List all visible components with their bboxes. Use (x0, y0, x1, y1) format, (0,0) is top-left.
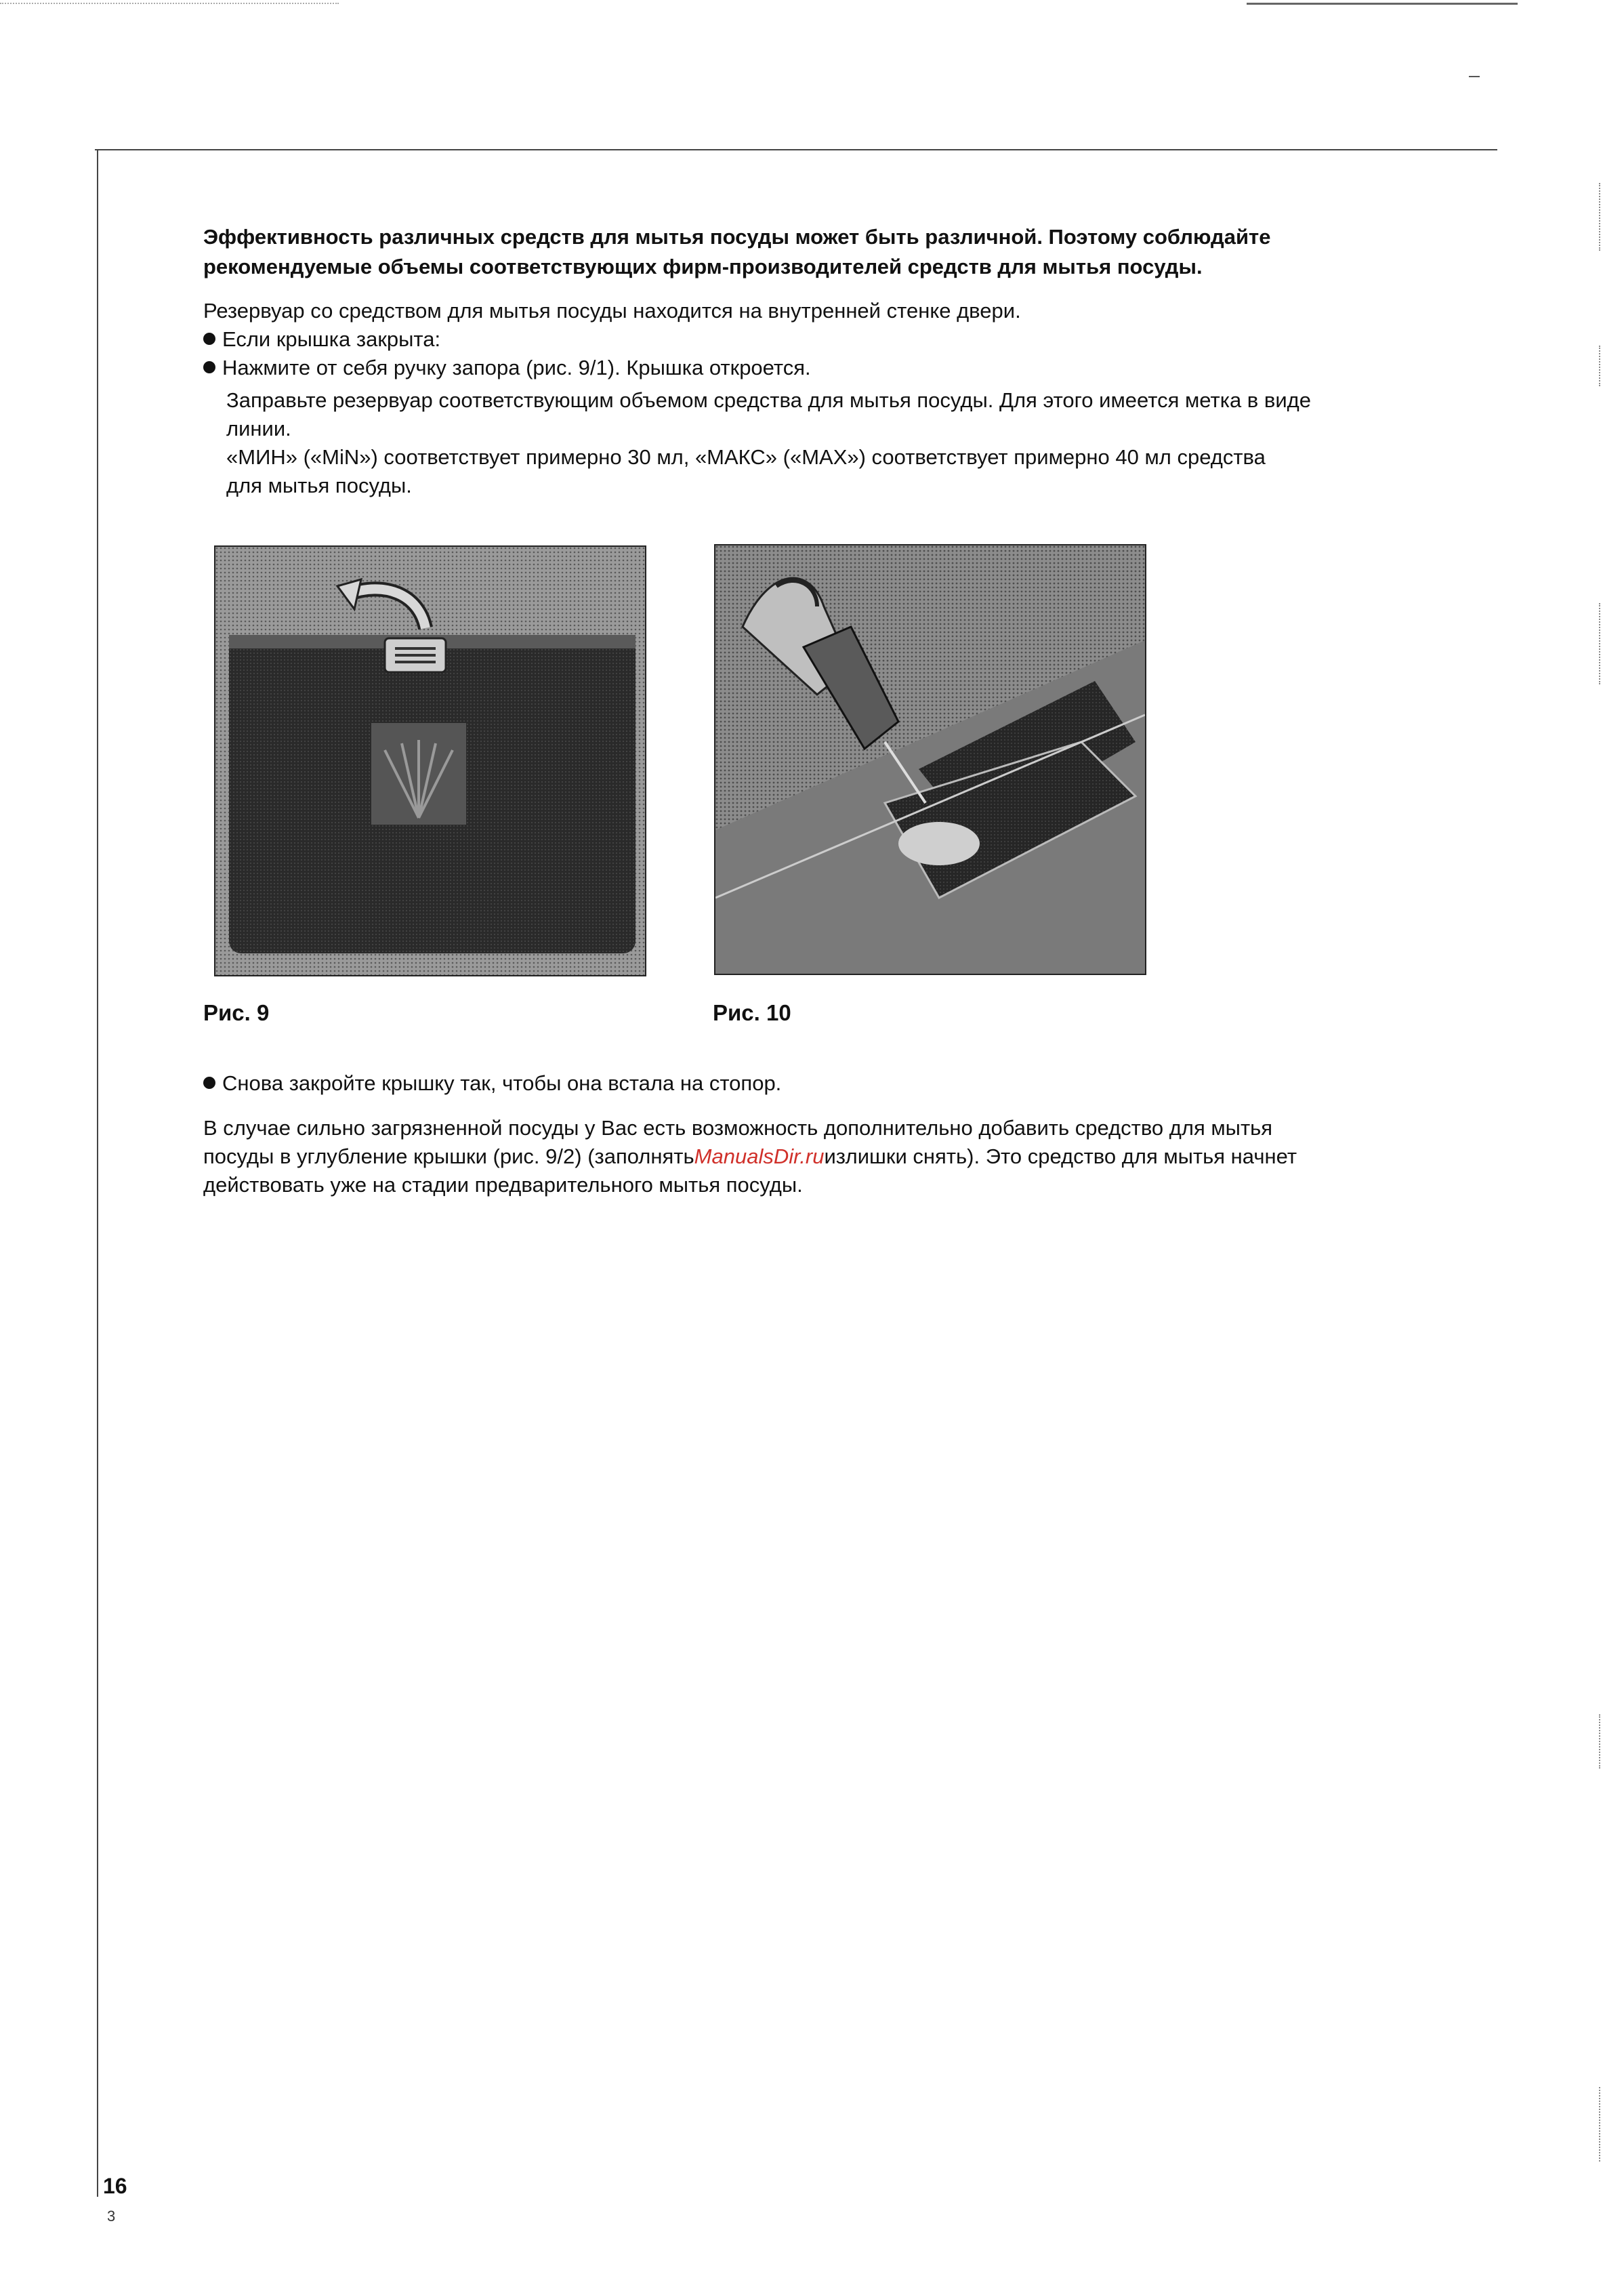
bullet-icon (203, 1077, 215, 1089)
filling-dispenser-illustration (715, 545, 1145, 974)
figure-10-caption: Рис. 10 (713, 1000, 791, 1025)
extra-line-2 (203, 1142, 1504, 1171)
intro-warning (203, 222, 1491, 282)
bullet-icon (203, 361, 215, 373)
intro-line-2: рекомендуемые объемы соответствующих фирм-производителей средств для мытья посуды. (203, 255, 1203, 278)
fill-line-2: линии. (226, 417, 291, 440)
page-number: 16 (103, 2174, 127, 2198)
extra-line-2-end: излишки снять). Это средство для мытья начнет (824, 1144, 1297, 1168)
scan-artifact (1599, 346, 1600, 386)
fill-line-3: «МИН» («MiN») соответствует примерно 30 мл, «МАКС» («MAX») соответствует примерно 40 мл средства (226, 445, 1266, 469)
bullet-item (203, 354, 811, 382)
extra-line-1: В случае сильно загрязненной посуды у Вас есть возможность дополнительно добавить средство для мытья (203, 1116, 1273, 1140)
fill-line-4: для мытья посуды. (226, 474, 412, 497)
corner-mark: 3 (107, 2208, 116, 2225)
figure-9-caption: Рис. 9 (203, 1000, 270, 1025)
bullet-text: Нажмите от себя ручку запора (рис. 9/1). Крышка откроется. (222, 356, 811, 379)
page-top-rule (95, 149, 1497, 150)
dispenser-closed-illustration (215, 547, 645, 975)
scan-artifact (1599, 1714, 1600, 1769)
figure-10-image (714, 544, 1146, 975)
scan-artifact (1469, 76, 1480, 77)
extra-detergent-text (203, 1114, 1504, 1199)
bullet-text: Если крышка закрыта: (222, 327, 441, 351)
extra-line-2-start: посуды в углубление крышки (рис. 9/2) (заполнять (203, 1144, 694, 1168)
scan-artifact (1599, 2087, 1600, 2162)
intro-line-1: Эффективность различных средств для мытья посуды может быть различной. Поэтому соблюдайте (203, 225, 1271, 249)
bullet-item (203, 325, 440, 354)
site-watermark: ManualsDir.ru (694, 1144, 825, 1168)
fill-instructions (226, 386, 1473, 500)
extra-line-3: действовать уже на стадии предварительного мытья посуды. (203, 1173, 803, 1197)
bullet-item (203, 1069, 781, 1098)
page-left-rule (97, 150, 98, 2197)
scan-artifact (1599, 183, 1600, 251)
bullet-text: Снова закройте крышку так, чтобы она встала на стопор. (222, 1071, 782, 1095)
fill-line-1: Заправьте резервуар соответствующим объемом средства для мытья посуды. Для этого имеется метка в виде (226, 388, 1311, 412)
scan-artifact (0, 3, 339, 4)
bullet-icon (203, 333, 215, 345)
figure-9-image (214, 545, 646, 976)
scan-artifact (1247, 3, 1518, 5)
reservoir-location-text: Резервуар со средством для мытья посуды находится на внутренней стенке двери. (203, 299, 1021, 323)
scan-artifact (1599, 603, 1600, 684)
